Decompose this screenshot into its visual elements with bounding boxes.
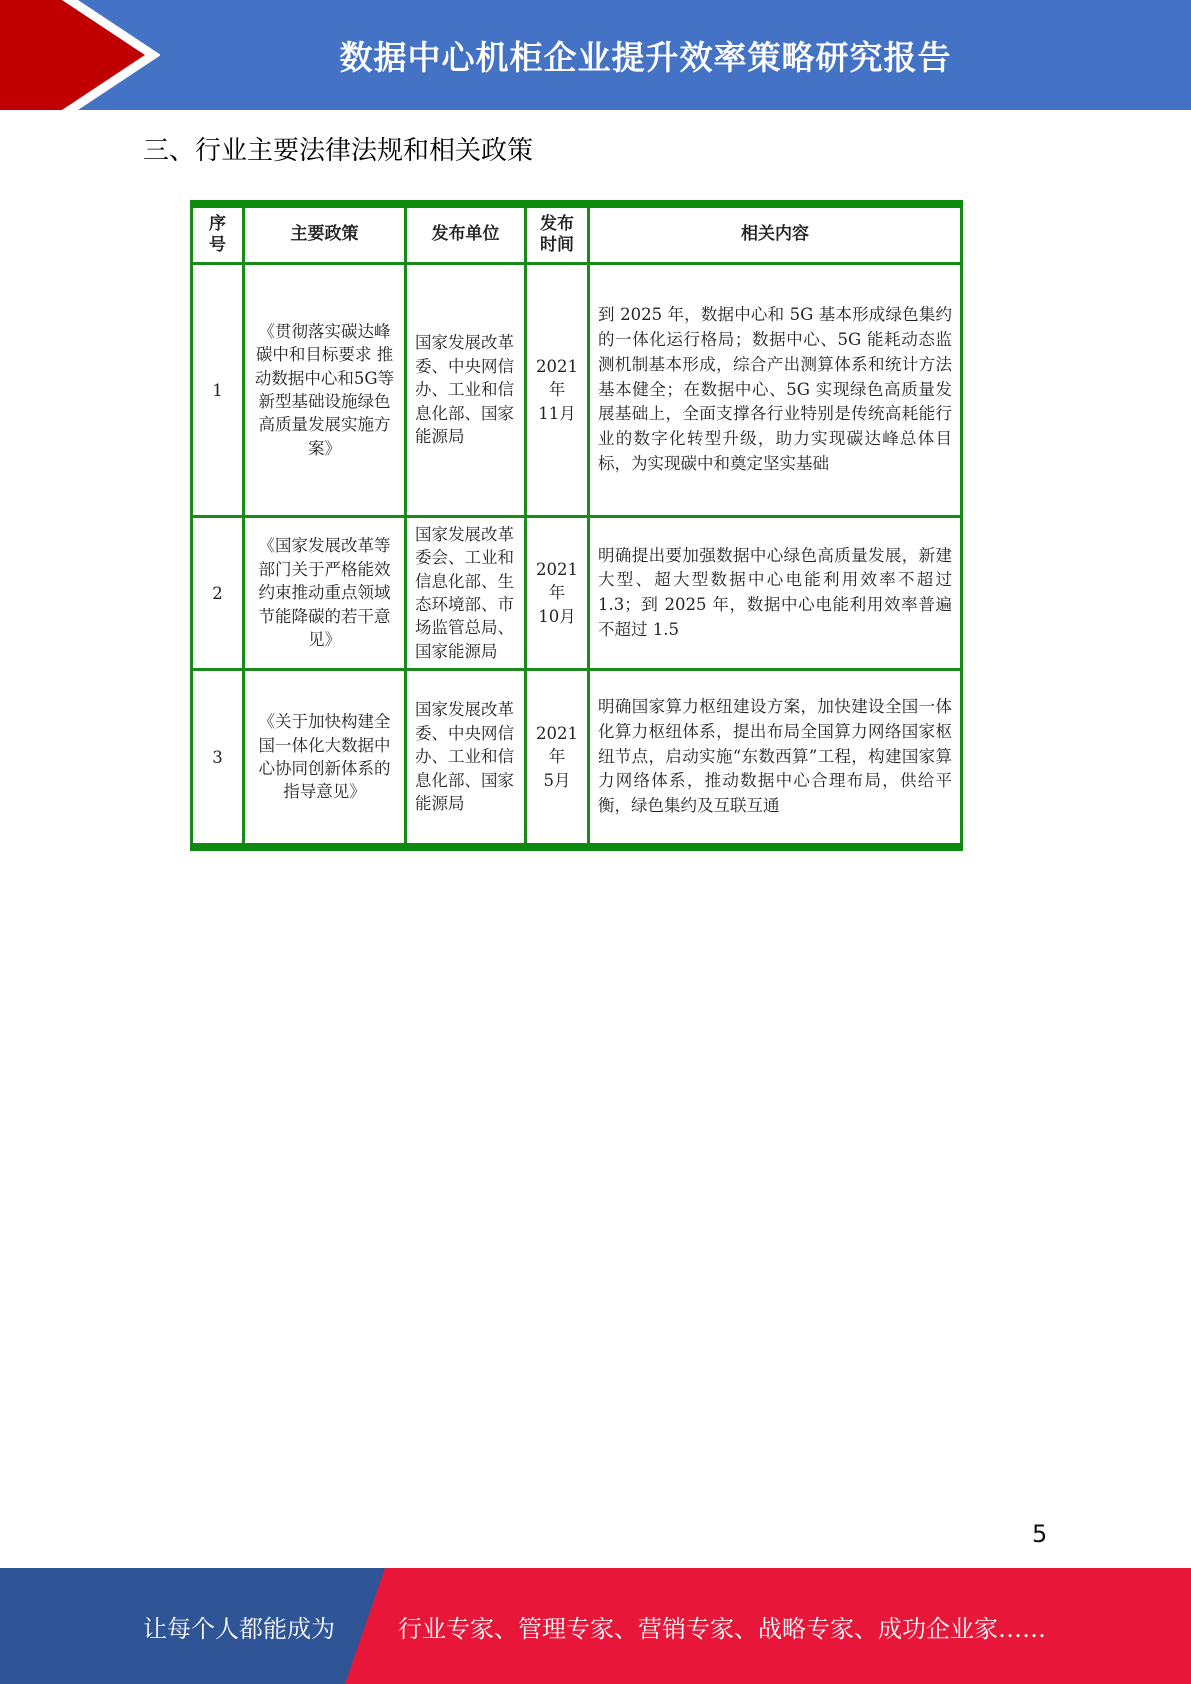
policy-name: 《贯彻落实碳达峰碳中和目标要求 推动数据中心和5G等新型基础设施绿色高质量发展实施方案》: [244, 264, 406, 517]
column-header-date-line1: 发布: [540, 213, 574, 234]
issue-date-year: 2021年: [536, 559, 578, 603]
header-chevron-decoration: [0, 0, 160, 110]
row-number: 2: [192, 517, 244, 670]
issue-date-month: 11月: [538, 403, 576, 423]
page-number: 5: [1032, 1520, 1048, 1548]
issue-date-year: 2021年: [536, 356, 578, 400]
issue-date: [526, 264, 589, 517]
table-row: [192, 517, 962, 670]
policy-table: [190, 200, 963, 851]
table-row: [192, 264, 962, 517]
issue-date: [526, 517, 589, 670]
column-header-date-line2: 时间: [540, 235, 574, 255]
issue-date-month: 5月: [543, 770, 571, 790]
policy-content: 明确国家算力枢纽建设方案，加快建设全国一体化算力枢纽体系，提出布局全国算力网络国家枢纽节点，启动实施“东数西算”工程，构建国家算力网络体系，推动数据中心合理布局，供给平衡，绿色集约及互联互通: [589, 670, 962, 848]
issuing-org: 国家发展改革委会、工业和信息化部、生态环境部、市场监管总局、国家能源局: [406, 517, 526, 670]
issuing-org: 国家发展改革委、中央网信办、工业和信息化部、国家能源局: [406, 670, 526, 848]
policy-content: 到 2025 年，数据中心和 5G 基本形成绿色集约的一体化运行格局；数据中心、5G 能耗动态监测机制基本形成，综合产出测算体系和统计方法基本健全；在数据中心、5G 实现绿色高质量发展基础上，全面支撑各行业特别是传统高耗能行业的数字化转型升级，助力实现碳达峰总体目标，为实现碳中和奠定坚实基础: [589, 264, 962, 517]
column-header-policy: 主要政策: [244, 204, 406, 264]
issue-date-year: 2021年: [536, 723, 578, 767]
section-heading: 三、行业主要法律法规和相关政策: [143, 136, 534, 166]
issue-date-month: 10月: [538, 606, 576, 626]
header-banner: [0, 0, 1191, 110]
row-number: 1: [192, 264, 244, 517]
footer-slogan-left: 让每个人都能成为: [143, 1614, 335, 1643]
issuing-org: 国家发展改革委、中央网信办、工业和信息化部、国家能源局: [406, 264, 526, 517]
footer-banner: [0, 1568, 1191, 1684]
footer-slogan-right: 行业专家、管理专家、营销专家、战略专家、成功企业家……: [398, 1614, 1046, 1643]
issue-date: [526, 670, 589, 848]
policy-content: 明确提出要加强数据中心绿色高质量发展，新建大型、超大型数据中心电能利用效率不超过 1.3；到 2025 年，数据中心电能利用效率普遍不超过 1.5: [589, 517, 962, 670]
report-title: 数据中心机柜企业提升效率策略研究报告: [339, 37, 952, 77]
column-header-date: [526, 204, 589, 264]
policy-table-container: [190, 200, 963, 851]
row-number: 3: [192, 670, 244, 848]
column-header-no: 序号: [192, 204, 244, 264]
table-row: [192, 670, 962, 848]
table-header-row: [192, 204, 962, 264]
column-header-content: 相关内容: [589, 204, 962, 264]
policy-name: 《关于加快构建全国一体化大数据中心协同创新体系的指导意见》: [244, 670, 406, 848]
column-header-org: 发布单位: [406, 204, 526, 264]
policy-name: 《国家发展改革等部门关于严格能效约束推动重点领域节能降碳的若干意见》: [244, 517, 406, 670]
